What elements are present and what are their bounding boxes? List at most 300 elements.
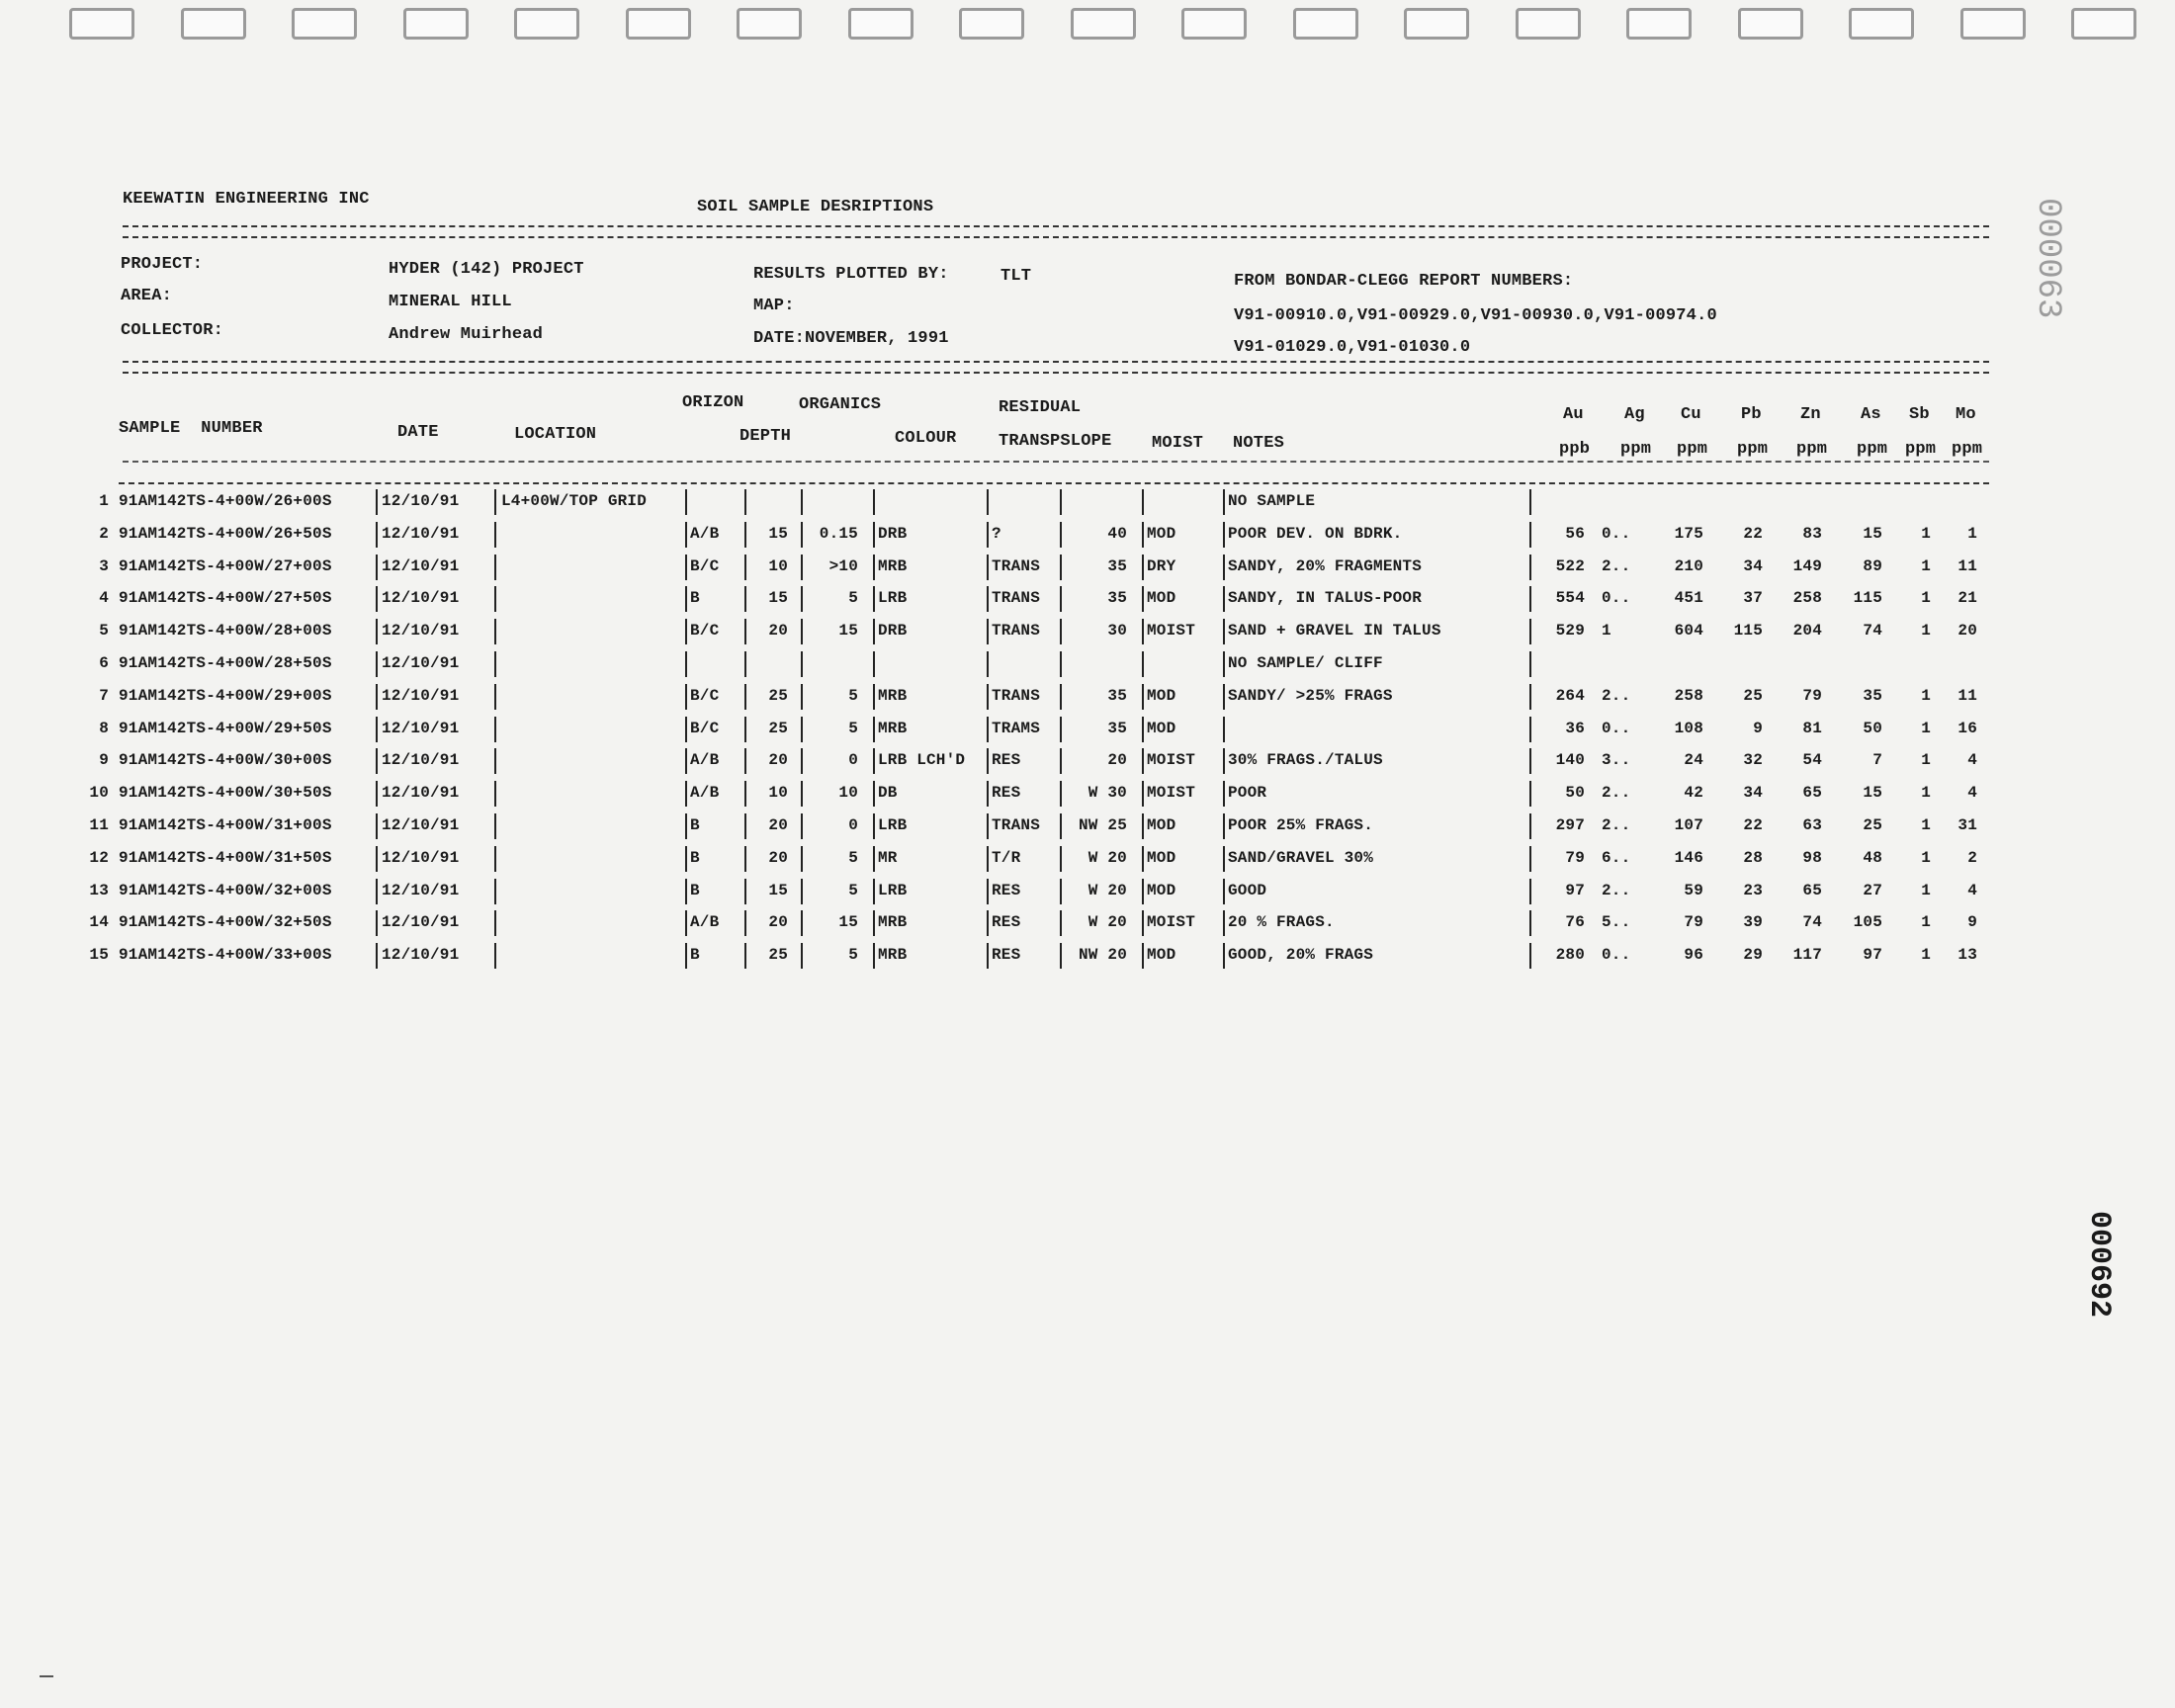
cell-au: 280 <box>1555 946 1585 965</box>
cell-hor: B <box>690 946 700 965</box>
cell-cu: 24 <box>1684 751 1703 770</box>
column-divider <box>376 619 378 644</box>
cell-notes: GOOD, 20% FRAGS <box>1228 946 1374 965</box>
perforation-hole <box>1849 8 1914 40</box>
cell-mo: 11 <box>1958 686 1977 705</box>
column-divider <box>1529 813 1531 839</box>
perforation-hole <box>1626 8 1692 40</box>
cell-slope: 35 <box>1107 589 1127 608</box>
cell-col: DRB <box>878 622 908 640</box>
column-divider <box>987 910 989 936</box>
column-divider <box>1060 910 1062 936</box>
column-divider <box>685 910 687 936</box>
column-divider <box>376 846 378 872</box>
cell-notes: NO SAMPLE <box>1228 492 1316 510</box>
collector-value: Andrew Muirhead <box>389 325 544 344</box>
column-divider <box>1060 813 1062 839</box>
cell-as: 15 <box>1863 524 1882 543</box>
column-divider <box>801 748 803 774</box>
cell-sb: 1 <box>1921 848 1931 867</box>
cell-au: 97 <box>1565 881 1585 899</box>
plotted-by-label: RESULTS PLOTTED BY: <box>753 265 949 284</box>
cell-n: 3 <box>99 556 109 575</box>
cell-moist: MOD <box>1147 881 1176 899</box>
cell-moist: DRY <box>1147 556 1176 575</box>
cell-depth: 10 <box>768 784 788 803</box>
cell-col: LRB LCH'D <box>878 751 966 770</box>
cell-org: 0 <box>848 816 858 834</box>
cell-res: TRANS <box>992 686 1041 705</box>
column-divider <box>873 586 875 612</box>
column-divider <box>987 846 989 872</box>
column-divider <box>1223 781 1225 807</box>
column-divider <box>1142 651 1144 677</box>
cell-depth: 10 <box>768 556 788 575</box>
cell-moist: MOD <box>1147 719 1176 737</box>
cell-mo: 31 <box>1958 816 1977 834</box>
cell-slope: W 30 <box>1088 784 1127 803</box>
cell-org: 5 <box>848 589 858 608</box>
assay-unit-cu: ppm <box>1677 440 1708 459</box>
cell-res: RES <box>992 784 1021 803</box>
column-divider <box>376 879 378 904</box>
cell-hor: A/B <box>690 913 720 932</box>
column-divider <box>987 489 989 515</box>
cell-slope: NW 25 <box>1078 816 1127 834</box>
cell-mo: 11 <box>1958 556 1977 575</box>
column-divider <box>987 943 989 969</box>
cell-mo: 4 <box>1967 784 1977 803</box>
column-divider <box>744 813 746 839</box>
cell-hor: B/C <box>690 622 720 640</box>
column-divider <box>744 943 746 969</box>
column-divider <box>494 684 496 710</box>
cell-moist: MOD <box>1147 946 1176 965</box>
cell-moist: MOD <box>1147 589 1176 608</box>
cell-moist: MOD <box>1147 524 1176 543</box>
cell-ag: 5.. <box>1602 913 1631 932</box>
assay-unit-mo: ppm <box>1952 440 1983 459</box>
col-horizon: ORIZON <box>682 393 744 412</box>
cell-pb: 32 <box>1743 751 1763 770</box>
cell-cu: 42 <box>1684 784 1703 803</box>
cell-ag: 2.. <box>1602 686 1631 705</box>
column-divider <box>1223 684 1225 710</box>
cell-org: 5 <box>848 719 858 737</box>
cell-org: 5 <box>848 686 858 705</box>
col-moist: MOIST <box>1152 434 1204 453</box>
perforation-hole <box>1516 8 1581 40</box>
column-divider <box>685 748 687 774</box>
assay-unit-pb: ppm <box>1737 440 1769 459</box>
column-divider <box>1529 846 1531 872</box>
cell-org: 0 <box>848 751 858 770</box>
cell-ag: 3.. <box>1602 751 1631 770</box>
column-divider <box>376 555 378 580</box>
column-divider <box>494 586 496 612</box>
cell-date: 12/10/91 <box>382 524 460 543</box>
cell-slope: 30 <box>1107 622 1127 640</box>
cell-slope: 20 <box>1107 751 1127 770</box>
column-divider <box>801 910 803 936</box>
column-divider <box>1529 879 1531 904</box>
cell-sb: 1 <box>1921 719 1931 737</box>
column-divider <box>685 555 687 580</box>
cell-moist: MOIST <box>1147 913 1196 932</box>
header-rule-top <box>123 225 1989 238</box>
perforation-hole <box>1071 8 1136 40</box>
column-divider <box>1060 555 1062 580</box>
column-divider <box>873 781 875 807</box>
column-divider <box>1142 522 1144 548</box>
column-divider <box>1223 813 1225 839</box>
cell-res: T/R <box>992 848 1021 867</box>
cell-hor: B <box>690 848 700 867</box>
cell-col: MRB <box>878 719 908 737</box>
margin-mark <box>40 1675 53 1677</box>
cell-cu: 79 <box>1684 913 1703 932</box>
perforation-hole <box>2071 8 2136 40</box>
column-divider <box>685 489 687 515</box>
perforation-hole <box>959 8 1024 40</box>
column-divider <box>744 910 746 936</box>
cell-cu: 258 <box>1674 686 1703 705</box>
column-divider <box>376 813 378 839</box>
cell-pb: 29 <box>1743 946 1763 965</box>
perforation-hole <box>1181 8 1247 40</box>
column-divider <box>1142 846 1144 872</box>
cell-zn: 98 <box>1802 848 1822 867</box>
column-divider <box>1060 651 1062 677</box>
project-label: PROJECT: <box>121 255 204 274</box>
cell-sample: 91AM142TS-4+00W/30+00S <box>119 751 332 770</box>
cell-col: DRB <box>878 524 908 543</box>
cell-cu: 108 <box>1674 719 1703 737</box>
column-divider <box>685 619 687 644</box>
column-divider <box>1060 748 1062 774</box>
cell-col: LRB <box>878 589 908 608</box>
perforation-hole <box>848 8 914 40</box>
col-sample-number: SAMPLE NUMBER <box>119 419 263 438</box>
column-divider <box>987 522 989 548</box>
column-divider <box>1529 781 1531 807</box>
col-organics: ORGANICS <box>799 395 882 414</box>
cell-date: 12/10/91 <box>382 622 460 640</box>
cell-date: 12/10/91 <box>382 556 460 575</box>
cell-n: 13 <box>89 881 109 899</box>
perforation-hole <box>403 8 469 40</box>
cell-zn: 258 <box>1792 589 1822 608</box>
cell-mo: 20 <box>1958 622 1977 640</box>
cell-date: 12/10/91 <box>382 492 460 510</box>
table-top-rule <box>119 482 1989 484</box>
cell-notes: SAND + GRAVEL IN TALUS <box>1228 622 1441 640</box>
column-divider <box>376 684 378 710</box>
column-divider <box>685 846 687 872</box>
cell-col: MRB <box>878 686 908 705</box>
column-divider <box>873 879 875 904</box>
column-divider <box>376 717 378 742</box>
column-divider <box>1060 522 1062 548</box>
column-divider <box>376 943 378 969</box>
column-divider <box>494 489 496 515</box>
column-divider <box>494 619 496 644</box>
report-numbers-label: FROM BONDAR-CLEGG REPORT NUMBERS: <box>1234 272 1574 291</box>
col-colour: COLOUR <box>895 429 957 448</box>
cell-slope: 40 <box>1107 524 1127 543</box>
cell-depth: 20 <box>768 622 788 640</box>
cell-notes: POOR 25% FRAGS. <box>1228 816 1374 834</box>
cell-date: 12/10/91 <box>382 589 460 608</box>
cell-as: 15 <box>1863 784 1882 803</box>
col-depth: DEPTH <box>740 427 792 446</box>
cell-pb: 28 <box>1743 848 1763 867</box>
column-divider <box>744 717 746 742</box>
column-divider <box>494 879 496 904</box>
cell-moist: MOIST <box>1147 784 1196 803</box>
column-divider <box>987 586 989 612</box>
cell-sb: 1 <box>1921 946 1931 965</box>
column-divider <box>1223 910 1225 936</box>
column-divider <box>801 943 803 969</box>
cell-notes: SANDY, IN TALUS-POOR <box>1228 589 1423 608</box>
cell-slope: W 20 <box>1088 913 1127 932</box>
header-rule-bottom <box>123 361 1989 374</box>
cell-notes: SANDY, 20% FRAGMENTS <box>1228 556 1423 575</box>
project-value: HYDER (142) PROJECT <box>389 260 584 279</box>
cell-n: 2 <box>99 524 109 543</box>
cell-mo: 13 <box>1958 946 1977 965</box>
cell-slope: W 20 <box>1088 848 1127 867</box>
cell-pb: 23 <box>1743 881 1763 899</box>
cell-col: DB <box>878 784 898 803</box>
cell-pb: 39 <box>1743 913 1763 932</box>
report-numbers-line1: V91-00910.0,V91-00929.0,V91-00930.0,V91-00974.0 <box>1234 306 1717 325</box>
cell-date: 12/10/91 <box>382 946 460 965</box>
column-divider <box>801 651 803 677</box>
column-divider <box>801 717 803 742</box>
cell-as: 27 <box>1863 881 1882 899</box>
cell-pb: 22 <box>1743 816 1763 834</box>
column-divider <box>1223 555 1225 580</box>
column-divider <box>873 619 875 644</box>
assay-element-au: Au <box>1563 405 1584 424</box>
column-divider <box>1529 943 1531 969</box>
cell-notes: 20 % FRAGS. <box>1228 913 1335 932</box>
cell-res: TRAMS <box>992 719 1041 737</box>
column-divider <box>685 943 687 969</box>
cell-mo: 4 <box>1967 881 1977 899</box>
cell-pb: 34 <box>1743 556 1763 575</box>
column-divider <box>1142 781 1144 807</box>
cell-sb: 1 <box>1921 524 1931 543</box>
cell-res: TRANS <box>992 816 1041 834</box>
cell-slope: W 20 <box>1088 881 1127 899</box>
cell-slope: 35 <box>1107 686 1127 705</box>
cell-res: RES <box>992 946 1021 965</box>
col-date: DATE <box>397 423 439 442</box>
column-divider <box>1142 489 1144 515</box>
column-divider <box>1142 813 1144 839</box>
cell-cu: 604 <box>1674 622 1703 640</box>
cell-cu: 146 <box>1674 848 1703 867</box>
cell-sb: 1 <box>1921 622 1931 640</box>
col-notes: NOTES <box>1233 434 1285 453</box>
column-divider <box>376 910 378 936</box>
tractor-feed-perforations <box>69 8 2155 38</box>
column-divider <box>376 781 378 807</box>
column-divider <box>1223 717 1225 742</box>
cell-org: 5 <box>848 946 858 965</box>
cell-org: 10 <box>838 784 858 803</box>
cell-sb: 1 <box>1921 881 1931 899</box>
column-divider <box>987 879 989 904</box>
collector-label: COLLECTOR: <box>121 321 224 340</box>
column-divider <box>873 522 875 548</box>
cell-sample: 91AM142TS-4+00W/31+50S <box>119 848 332 867</box>
cell-sb: 1 <box>1921 686 1931 705</box>
column-divider <box>744 879 746 904</box>
column-divider <box>1060 619 1062 644</box>
column-divider <box>1529 555 1531 580</box>
cell-au: 56 <box>1565 524 1585 543</box>
column-divider <box>1060 879 1062 904</box>
column-divider <box>1223 522 1225 548</box>
cell-cu: 107 <box>1674 816 1703 834</box>
cell-date: 12/10/91 <box>382 913 460 932</box>
cell-slope: 35 <box>1107 556 1127 575</box>
cell-depth: 15 <box>768 881 788 899</box>
column-divider <box>1223 943 1225 969</box>
perforation-hole <box>1404 8 1469 40</box>
column-divider <box>376 651 378 677</box>
cell-n: 11 <box>89 816 109 834</box>
cell-au: 50 <box>1565 784 1585 803</box>
cell-org: >10 <box>828 556 858 575</box>
cell-n: 9 <box>99 751 109 770</box>
cell-ag: 2.. <box>1602 881 1631 899</box>
cell-hor: B/C <box>690 556 720 575</box>
cell-hor: B <box>690 589 700 608</box>
cell-ag: 2.. <box>1602 784 1631 803</box>
perforation-hole <box>181 8 246 40</box>
column-divider <box>744 555 746 580</box>
column-divider <box>685 781 687 807</box>
assay-element-pb: Pb <box>1741 405 1762 424</box>
cell-au: 264 <box>1555 686 1585 705</box>
column-divider <box>494 748 496 774</box>
column-divider <box>987 748 989 774</box>
plotted-by-value: TLT <box>1000 267 1032 286</box>
cell-au: 79 <box>1565 848 1585 867</box>
cell-as: 74 <box>1863 622 1882 640</box>
cell-notes: POOR DEV. ON BDRK. <box>1228 524 1403 543</box>
cell-cu: 210 <box>1674 556 1703 575</box>
cell-pb: 115 <box>1733 622 1763 640</box>
column-divider <box>987 555 989 580</box>
cell-zn: 81 <box>1802 719 1822 737</box>
cell-mo: 1 <box>1967 524 1977 543</box>
column-divider <box>1060 846 1062 872</box>
column-divider <box>744 684 746 710</box>
cell-org: 15 <box>838 913 858 932</box>
cell-res: ? <box>992 524 1001 543</box>
column-divider <box>744 619 746 644</box>
cell-res: RES <box>992 913 1021 932</box>
cell-cu: 175 <box>1674 524 1703 543</box>
cell-sample: 91AM142TS-4+00W/33+00S <box>119 946 332 965</box>
cell-sample: 91AM142TS-4+00W/32+50S <box>119 913 332 932</box>
column-divider <box>685 717 687 742</box>
cell-mo: 16 <box>1958 719 1977 737</box>
cell-n: 5 <box>99 622 109 640</box>
column-divider <box>801 555 803 580</box>
column-divider <box>744 651 746 677</box>
column-divider <box>1529 619 1531 644</box>
cell-col: MRB <box>878 913 908 932</box>
column-divider <box>1223 651 1225 677</box>
cell-sb: 1 <box>1921 556 1931 575</box>
cell-as: 7 <box>1872 751 1882 770</box>
area-value: MINERAL HILL <box>389 293 512 311</box>
cell-zn: 63 <box>1802 816 1822 834</box>
column-divider <box>1223 489 1225 515</box>
column-divider <box>494 910 496 936</box>
cell-col: LRB <box>878 816 908 834</box>
perforation-hole <box>1960 8 2026 40</box>
cell-moist: MOD <box>1147 816 1176 834</box>
cell-ag: 0.. <box>1602 589 1631 608</box>
column-divider <box>1529 522 1531 548</box>
company-name: KEEWATIN ENGINEERING INC <box>123 190 370 209</box>
assay-element-sb: Sb <box>1909 405 1930 424</box>
cell-hor: B/C <box>690 719 720 737</box>
column-divider <box>1142 910 1144 936</box>
column-divider <box>1529 651 1531 677</box>
column-divider <box>873 651 875 677</box>
col-transp-slope: TRANSPSLOPE <box>999 432 1112 451</box>
cell-sample: 91AM142TS-4+00W/26+50S <box>119 524 332 543</box>
column-divider <box>801 846 803 872</box>
column-divider <box>801 813 803 839</box>
cell-cu: 451 <box>1674 589 1703 608</box>
cell-org: 5 <box>848 848 858 867</box>
perforation-hole <box>1293 8 1358 40</box>
cell-depth: 20 <box>768 848 788 867</box>
cell-sb: 1 <box>1921 816 1931 834</box>
cell-loc: L4+00W/TOP GRID <box>501 492 648 510</box>
column-divider <box>744 586 746 612</box>
cell-depth: 15 <box>768 524 788 543</box>
cell-zn: 117 <box>1792 946 1822 965</box>
map-label: MAP: <box>753 297 795 315</box>
column-divider <box>1142 748 1144 774</box>
column-divider <box>1529 748 1531 774</box>
column-divider <box>987 717 989 742</box>
cell-notes: GOOD <box>1228 881 1267 899</box>
cell-hor: A/B <box>690 524 720 543</box>
cell-zn: 65 <box>1802 784 1822 803</box>
cell-zn: 74 <box>1802 913 1822 932</box>
cell-hor: A/B <box>690 784 720 803</box>
cell-as: 89 <box>1863 556 1882 575</box>
cell-mo: 4 <box>1967 751 1977 770</box>
column-divider <box>1529 717 1531 742</box>
cell-date: 12/10/91 <box>382 654 460 672</box>
column-divider <box>1529 489 1531 515</box>
cell-org: 15 <box>838 622 858 640</box>
cell-res: TRANS <box>992 556 1041 575</box>
